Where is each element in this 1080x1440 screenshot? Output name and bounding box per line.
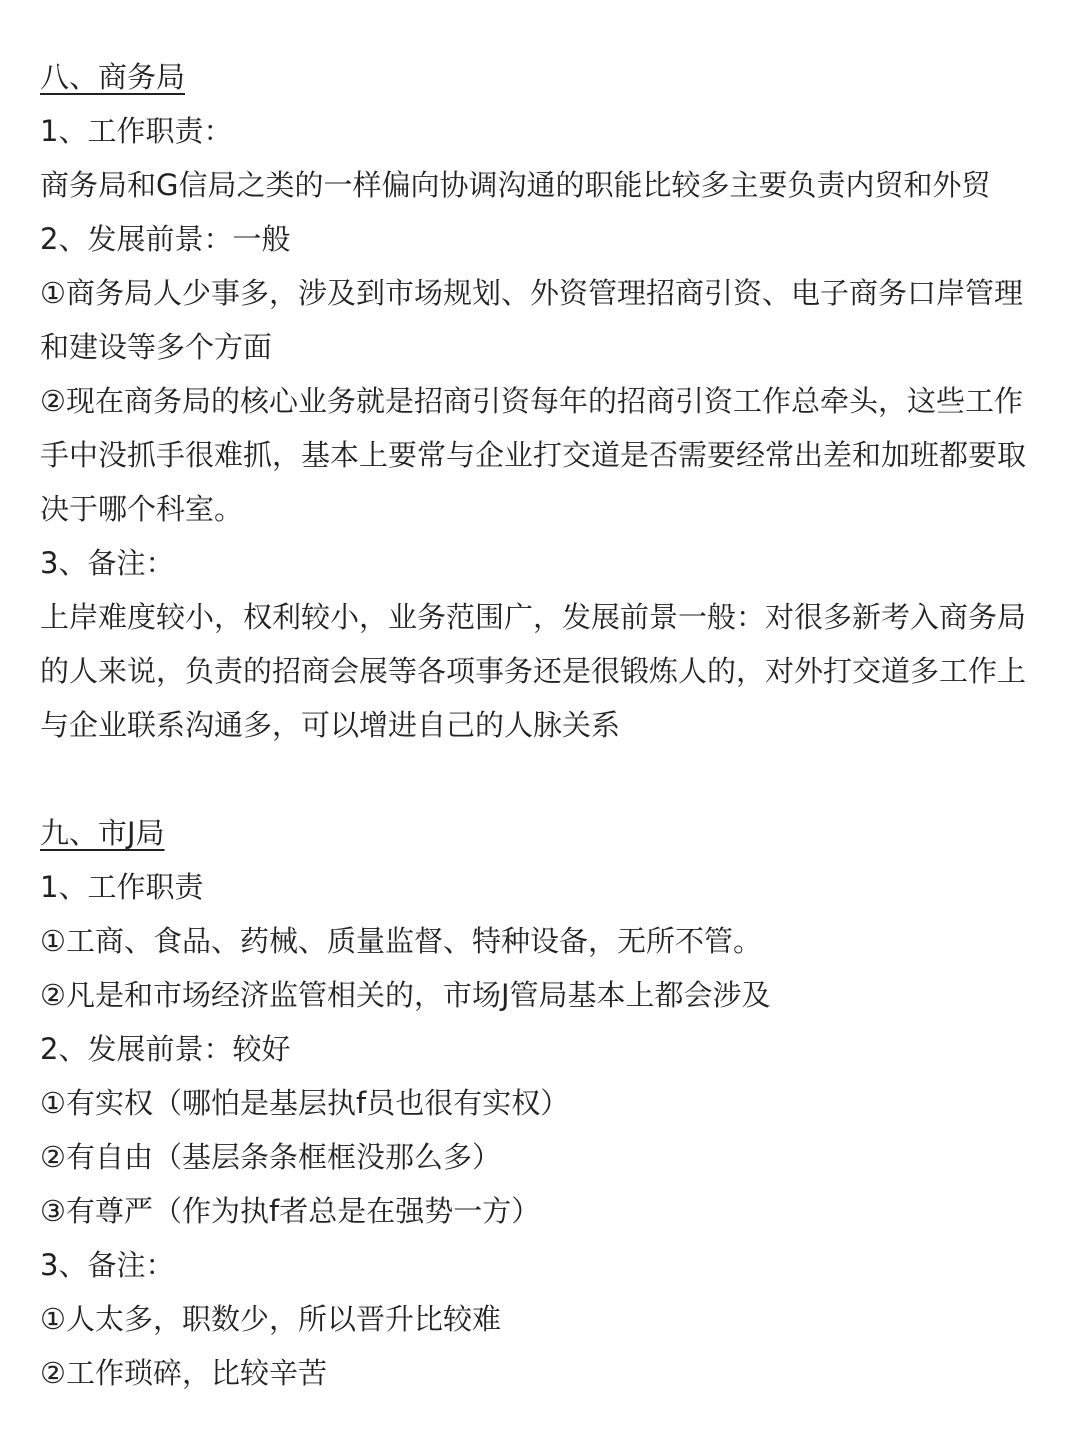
- section-heading: 八、商务局: [40, 60, 186, 94]
- subheading-duties: 1、工作职责：: [40, 114, 233, 148]
- list-item: ③有尊严（作为执f者总是在强势一方）: [40, 1194, 541, 1228]
- section-market-bureau: [40, 806, 1040, 1400]
- subheading-notes: 3、备注：: [40, 1248, 175, 1282]
- paragraph-duties: 商务局和G信局之类的一样偏向协调沟通的职能比较多主要负责内贸和外贸: [40, 168, 991, 202]
- list-item: ①人太多，职数少，所以晋升比较难: [40, 1302, 501, 1336]
- subheading-prospects: 2、发展前景：较好: [40, 1032, 291, 1066]
- list-item: ②有自由（基层条条框框没那么多）: [40, 1140, 501, 1174]
- section-commerce-bureau: [40, 50, 1040, 752]
- list-item: ①工商、食品、药械、质量监督、特种设备，无所不管。: [40, 924, 762, 958]
- subheading-notes: 3、备注：: [40, 546, 175, 580]
- paragraph-notes: 上岸难度较小，权利较小，业务范围广，发展前景一般：对很多新考入商务局的人来说，负责的招商会展等各项事务还是很锻炼人的，对外打交道多工作上与企业联系沟通多，可以增进自己的人脉关系: [40, 600, 1027, 742]
- list-item: ②现在商务局的核心业务就是招商引资每年的招商引资工作总牵头，这些工作手中没抓手很难抓，基本上要常与企业打交道是否需要经常出差和加班都要取决于哪个科室。: [40, 384, 1027, 526]
- section-heading: 九、市J局: [40, 816, 165, 850]
- list-item: ②凡是和市场经济监管相关的，市场J管局基本上都会涉及: [40, 978, 771, 1012]
- subheading-duties: 1、工作职责: [40, 870, 204, 904]
- subheading-prospects: 2、发展前景：一般: [40, 222, 291, 256]
- list-item: ①有实权（哪怕是基层执f员也很有实权）: [40, 1086, 570, 1120]
- list-item: ①商务局人少事多，涉及到市场规划、外资管理招商引资、电子商务口岸管理和建设等多个方面: [40, 276, 1023, 364]
- list-item: ②工作琐碎，比较辛苦: [40, 1356, 327, 1390]
